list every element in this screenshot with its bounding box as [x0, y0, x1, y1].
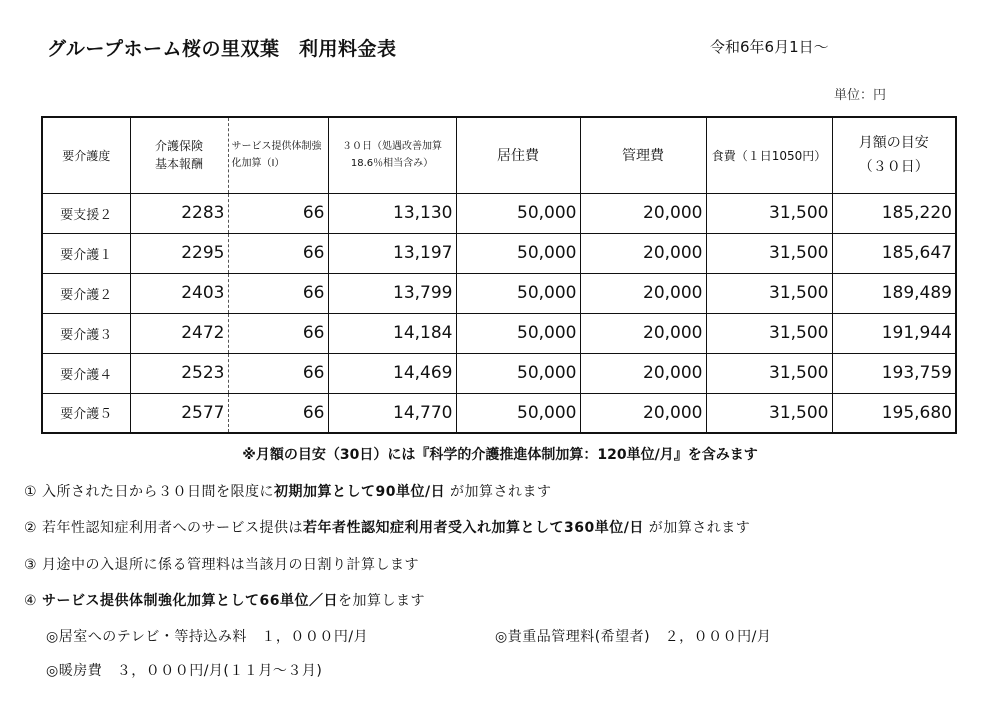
cell-service: 66	[228, 393, 328, 433]
fee-table	[41, 116, 957, 434]
cell-food: 31,500	[706, 393, 832, 433]
cell-service: 66	[228, 273, 328, 313]
cell-level: 要介護３	[42, 313, 130, 353]
cell-food: 31,500	[706, 233, 832, 273]
cell-level: 要介護２	[42, 273, 130, 313]
header-base	[130, 117, 228, 193]
table-row	[42, 193, 956, 233]
cell-residence: 50,000	[456, 193, 580, 233]
cell-thirty: 13,197	[328, 233, 456, 273]
notice-2-emphasis: 若年者性認知症利用者受入れ加算として360単位/日	[303, 520, 644, 536]
cell-management: 20,000	[580, 233, 706, 273]
valuables-fee: ◎貴重品管理料(希望者) ２，０００円/月	[495, 629, 772, 645]
notice-4-emphasis: サービス提供体制強化加算として66単位／日	[42, 593, 338, 609]
cell-thirty: 14,770	[328, 393, 456, 433]
notice-2-text: ② 若年性認知症利用者へのサービス提供は	[24, 520, 303, 536]
cell-service: 66	[228, 313, 328, 353]
cell-base: 2523	[130, 353, 228, 393]
header-base-line1: 介護保険	[154, 139, 203, 154]
cell-monthly: 191,944	[832, 313, 956, 353]
cell-level: 要介護１	[42, 233, 130, 273]
header-thirty: ３０日（処遇改善加算18.6％相当含み）	[328, 117, 456, 193]
cell-base: 2283	[130, 193, 228, 233]
cell-service: 66	[228, 353, 328, 393]
cell-base: 2403	[130, 273, 228, 313]
cell-monthly: 185,220	[832, 193, 956, 233]
cell-management: 20,000	[580, 193, 706, 233]
cell-management: 20,000	[580, 313, 706, 353]
cell-base: 2577	[130, 393, 228, 433]
cell-residence: 50,000	[456, 273, 580, 313]
table-row	[42, 313, 956, 353]
notice-4-text: ④	[24, 593, 43, 609]
table-row	[42, 393, 956, 433]
cell-food: 31,500	[706, 313, 832, 353]
notice-1-suffix: が加算されます	[445, 484, 552, 500]
cell-service: 66	[228, 233, 328, 273]
notice-item-2	[24, 517, 750, 537]
tv-fee: ◎居室へのテレビ・等持込み料 １，０００円/月	[46, 629, 369, 645]
notice-1-text: ① 入所された日から３０日間を限度に	[24, 484, 274, 500]
cell-level: 要介護４	[42, 353, 130, 393]
cell-residence: 50,000	[456, 393, 580, 433]
notice-item-3	[24, 554, 419, 574]
cell-management: 20,000	[580, 393, 706, 433]
header-monthly	[832, 117, 956, 193]
cell-monthly: 189,489	[832, 273, 956, 313]
header-base-line2: 基本報酬	[154, 157, 203, 172]
cell-management: 20,000	[580, 353, 706, 393]
header-monthly-line1: 月額の目安	[858, 135, 929, 152]
table-row	[42, 273, 956, 313]
header-service: サービス提供体制強化加算（Ⅰ）	[228, 117, 328, 193]
cell-monthly: 195,680	[832, 393, 956, 433]
table-row	[42, 233, 956, 273]
heating-fee: ◎暖房費 ３，０００円/月(１１月～３月)	[46, 663, 323, 679]
cell-residence: 50,000	[456, 353, 580, 393]
cell-food: 31,500	[706, 353, 832, 393]
cell-service: 66	[228, 193, 328, 233]
cell-thirty: 13,130	[328, 193, 456, 233]
monthly-note: ※月額の目安（30日）には『科学的介護推進体制加算：120単位/月』を含みます	[242, 447, 758, 463]
cell-thirty: 13,799	[328, 273, 456, 313]
notice-3-text: ③ 月途中の入退所に係る管理料は当該月の日割り計算します	[24, 557, 419, 573]
cell-thirty: 14,184	[328, 313, 456, 353]
header-food: 食費（１日1050円）	[706, 117, 832, 193]
cell-level: 要介護５	[42, 393, 130, 433]
cell-monthly: 193,759	[832, 353, 956, 393]
cell-monthly: 185,647	[832, 233, 956, 273]
page-title: グループホーム桜の里双葉 利用料金表	[47, 38, 397, 60]
cell-food: 31,500	[706, 273, 832, 313]
cell-base: 2472	[130, 313, 228, 353]
notice-4-suffix: を加算します	[338, 593, 425, 609]
cell-residence: 50,000	[456, 233, 580, 273]
cell-base: 2295	[130, 233, 228, 273]
notice-1-emphasis: 初期加算として90単位/日	[274, 484, 446, 500]
header-management: 管理費	[580, 117, 706, 193]
table-header-row	[42, 117, 956, 193]
table-row	[42, 353, 956, 393]
cell-management: 20,000	[580, 273, 706, 313]
notice-item-4	[24, 590, 425, 610]
header-level: 要介護度	[42, 117, 130, 193]
cell-thirty: 14,469	[328, 353, 456, 393]
notice-2-suffix: が加算されます	[643, 520, 751, 536]
cell-residence: 50,000	[456, 313, 580, 353]
header-residence: 居住費	[456, 117, 580, 193]
cell-level: 要支援２	[42, 193, 130, 233]
unit-label: 単位：円	[834, 88, 887, 103]
cell-food: 31,500	[706, 193, 832, 233]
effective-date: 令和6年6月1日～	[710, 38, 829, 56]
header-monthly-line2: （３０日）	[858, 159, 929, 176]
notice-item-1	[24, 481, 552, 501]
